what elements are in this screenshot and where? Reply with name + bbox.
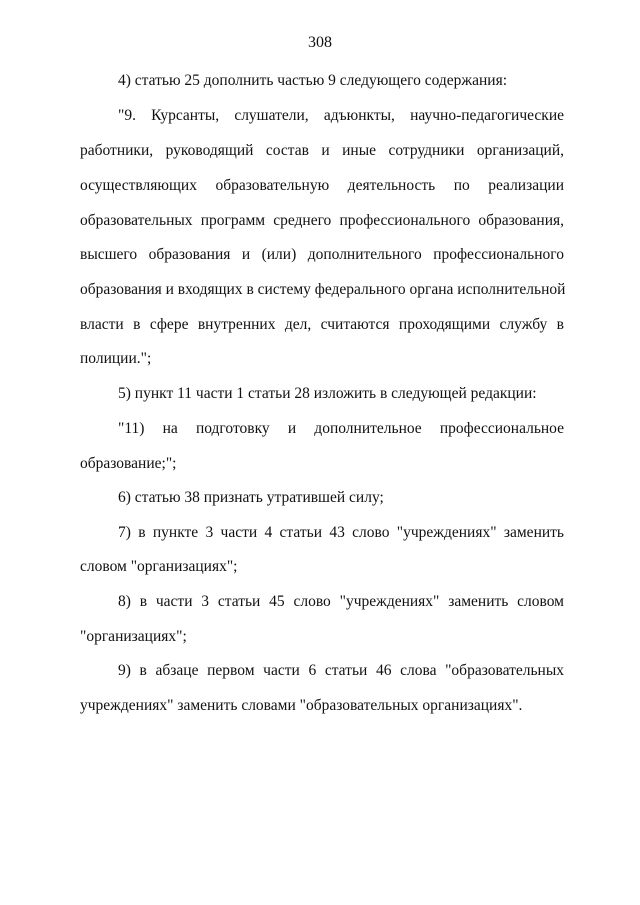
text-line: 5) пункт 11 части 1 статьи 28 изложить в следующей редакции:: [118, 385, 537, 402]
text-line: "9. Курсанты, слушатели, адъюнкты, научно-педагогические: [118, 107, 564, 124]
text-line: высшего образования и (или) дополнительного профессионального: [80, 246, 564, 263]
text-line: "11) на подготовку и дополнительное профессиональное: [118, 420, 564, 437]
text-line: 8) в части 3 статьи 45 слово "учреждениях" заменить словом: [118, 593, 564, 610]
text-line: словом "организациях";: [80, 558, 238, 575]
text-line: "организациях";: [80, 628, 187, 645]
text-line: 6) статью 38 признать утратившей силу;: [118, 489, 384, 506]
text-line: работники, руководящий состав и иные сотрудники организаций,: [80, 142, 564, 159]
text-line: осуществляющих образовательную деятельность по реализации: [80, 177, 564, 194]
text-line: полиции.";: [80, 350, 152, 367]
text-line: 7) в пункте 3 части 4 статьи 43 слово "учреждениях" заменить: [118, 524, 564, 541]
text-line: 4) статью 25 дополнить частью 9 следующего содержания:: [118, 72, 508, 89]
text-line: учреждениях" заменить словами "образовательных организациях".: [80, 697, 523, 714]
text-line: образовательных программ среднего профессионального образования,: [80, 212, 564, 229]
text-line: власти в сфере внутренних дел, считаются проходящими службу в: [80, 316, 564, 333]
text-line: образования и входящих в систему федерального органа исполнительной: [80, 281, 566, 298]
page-number: 308: [308, 34, 332, 51]
text-line: 9) в абзаце первом части 6 статьи 46 слова "образовательных: [118, 662, 564, 679]
text-line: образование;";: [80, 455, 177, 472]
